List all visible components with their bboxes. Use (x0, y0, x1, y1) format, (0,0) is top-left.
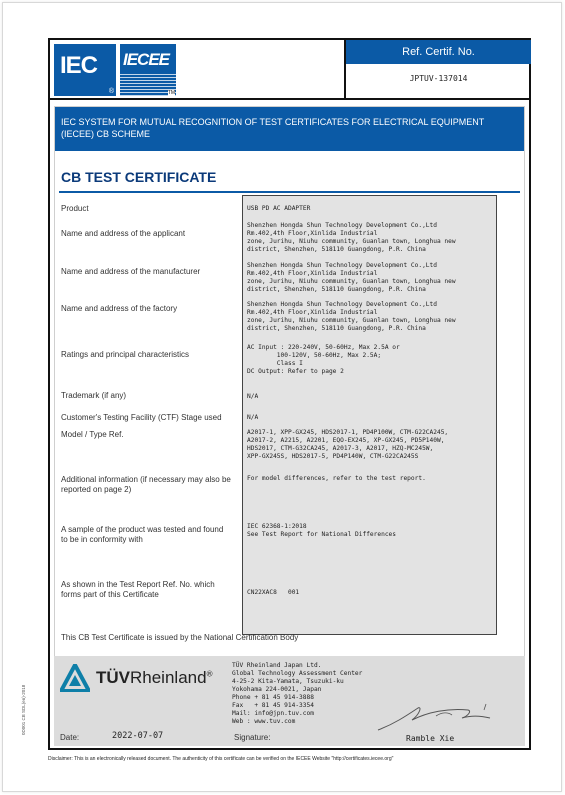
tuv-reg-mark: ® (206, 669, 213, 679)
iecee-logo-text: IECEE (123, 50, 170, 69)
title-rule (59, 191, 520, 193)
iecee-tm-mark: TM (167, 90, 175, 96)
value-manufacturer: Shenzhen Hongda Shun Technology Development Co.,Ltd Rm.402,4th Floor,Xinlida Industrial zone, Jurihu, Niuhu community, Guanlan town, Longhua new district, Shenzhen, 518110 Guangdong, P.R. China (247, 262, 456, 293)
iec-logo-text: IEC (60, 52, 98, 79)
value-applicant: Shenzhen Hongda Shun Technology Development Co.,Ltd Rm.402,4th Floor,Xinlida Industrial zone, Jurihu, Niuhu community, Guanlan town, Longhua new district, Shenzhen, 518110 Guangdong, P.R. China (247, 222, 456, 253)
signature-name: Ramble Xie (406, 734, 455, 743)
certificate-header (50, 40, 529, 100)
tuv-brand-bold: TÜV (96, 668, 130, 687)
label-product: Product (61, 204, 89, 213)
form-code: 0D001 CB SDL(en)-2018 (21, 684, 26, 735)
label-ctf: Customer's Testing Facility (CTF) Stage used (61, 413, 222, 422)
tuv-address: TÜV Rheinland Japan Ltd. Global Technology Assessment Center 4-25-2 Kita-Yamata, Tsuzuki-ku Yokohama 224-0021, Japan Phone + 81 45 914-3888 Fax + 81 45 914-3354 Mail: info@jpn.tuv.com Web : www.tuv.com (232, 662, 363, 725)
values-panel (242, 195, 497, 635)
value-factory: Shenzhen Hongda Shun Technology Development Co.,Ltd Rm.402,4th Floor,Xinlida Industrial zone, Jurihu, Niuhu community, Guanlan town, Longhua new district, Shenzhen, 518110 Guangdong, P.R. China (247, 301, 456, 332)
value-model: A2017-1, XPP-GX245, HDS2017-1, PD4P100W, CTM-G22CA245, A2017-2, A2215, A2201, EQO-EX245, XP-GX245, PD5P140W, HDS2017, CTM-G32CA245, A2017-3, A2017, HZQ-MC245W, XPP-GX245S, HDS2017-5, PD4P140W, CTM-G22CA245S (247, 429, 449, 460)
ref-certificate-box (344, 40, 531, 98)
tuv-brand (96, 668, 212, 688)
label-applicant: Name and address of the applicant (61, 229, 186, 238)
label-additional: Additional information (if necessary may also be reported on page 2) (61, 475, 231, 494)
iec-logo (54, 44, 116, 96)
label-model: Model / Type Ref. (61, 430, 124, 439)
value-ratings: AC Input : 220-240V, 50-60Hz, Max 2.5A or 100-120V, 50-60Hz, Max 2.5A; Class I DC Output: Refer to page 2 (247, 344, 400, 375)
date-label: Date: (60, 733, 80, 742)
label-factory: Name and address of the factory (61, 304, 178, 313)
ref-title: Ref. Certif. No. (346, 40, 531, 64)
tuv-triangle-icon (60, 664, 90, 692)
value-report: CN22XAC8 001 (247, 589, 300, 596)
iec-reg-mark: ® (108, 88, 114, 95)
value-sample: IEC 62368-1:2018 See Test Report for National Differences (247, 523, 397, 538)
value-product: USB PD AC ADAPTER (247, 205, 311, 212)
signature-label: Signature: (234, 733, 271, 742)
value-ctf: N/A (247, 414, 259, 421)
signature-mark (376, 698, 496, 734)
label-ratings: Ratings and principal characteristics (61, 350, 190, 359)
value-trademark: N/A (247, 393, 259, 400)
ncb-note: This CB Test Certificate is issued by the National Certification Body (61, 633, 299, 642)
value-additional: For model differences, refer to the test report. (247, 475, 426, 482)
issuer-panel (54, 656, 525, 746)
tuv-brand-rest: Rheinland (130, 668, 207, 687)
certificate-title: CB TEST CERTIFICATE (61, 169, 217, 185)
disclaimer: Disclaimer: This is an electronically released document. The authenticity of this certificate can be verified on the IECEE Website "http://certificates.iecee.org" (48, 756, 394, 762)
date-value: 2022-07-07 (112, 731, 164, 741)
ref-number: JPTUV-137014 (409, 74, 468, 83)
label-report: As shown in the Test Report Ref. No. which forms part of this Certificate (61, 580, 215, 599)
label-manufacturer: Name and address of the manufacturer (61, 267, 201, 276)
certificate-frame (48, 38, 531, 750)
label-sample: A sample of the product was tested and found to be in conformity with (61, 525, 224, 544)
scheme-banner: IEC SYSTEM FOR MUTUAL RECOGNITION OF TEST CERTIFICATES FOR ELECTRICAL EQUIPMENT (IECEE) CB SCHEME (55, 107, 524, 151)
label-trademark: Trademark (if any) (61, 391, 127, 400)
iecee-logo (120, 44, 176, 96)
